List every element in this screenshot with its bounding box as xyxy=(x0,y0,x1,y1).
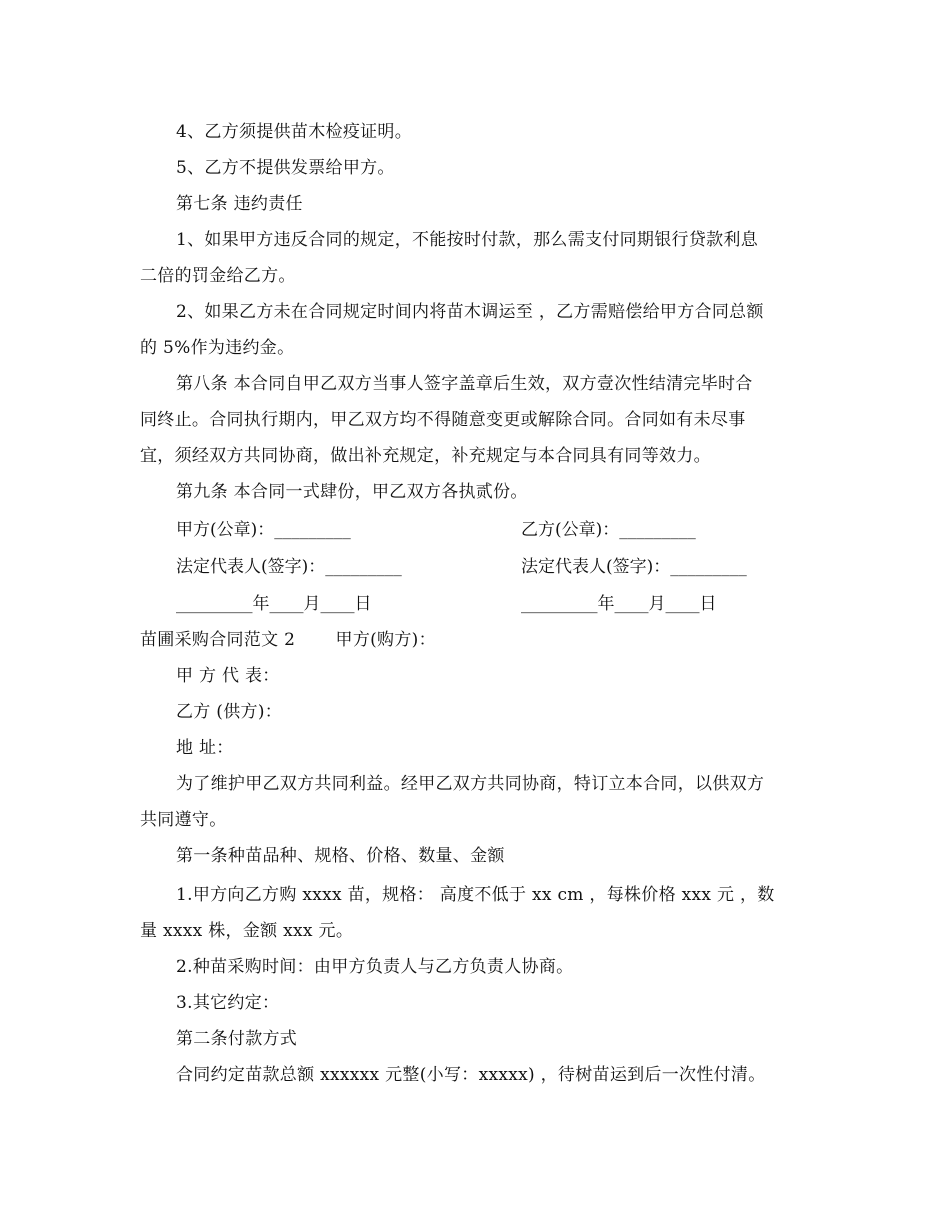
intro-line: 共同遵守。 xyxy=(140,810,227,830)
clause-line: 的 5%作为违约金。 xyxy=(140,338,295,358)
clause-line: 5、乙方不提供发票给甲方。 xyxy=(176,158,395,178)
party-a-rep-field: 法定代表人(签字)：_________ xyxy=(176,557,402,577)
clause-line: 2.种苗采购时间：由甲方负责人与乙方负责人协商。 xyxy=(176,957,574,977)
article-heading: 第七条 违约责任 xyxy=(176,194,303,214)
clause-line: 第九条 本合同一式肆份，甲乙双方各执贰份。 xyxy=(176,482,528,502)
party-b-rep-field: 法定代表人(签字)：_________ xyxy=(521,557,747,577)
clause-line: 4、乙方须提供苗木检疫证明。 xyxy=(176,122,413,142)
clause-line: 1.甲方向乙方购 xxxx 苗，规格： 高度不低于 xx cm ，每株价格 xxx 元 ，数 xyxy=(176,885,775,905)
section-heading: 苗圃采购合同范文 2 甲方(购方)： xyxy=(140,630,436,650)
clause-line: 2、如果乙方未在合同规定时间内将苗木调运至 ，乙方需赔偿给甲方合同总额 xyxy=(176,302,764,322)
party-b-date-field: _________年____月____日 xyxy=(521,594,717,614)
article-heading: 第二条付款方式 xyxy=(176,1029,298,1049)
party-a-date-field: _________年____月____日 xyxy=(176,594,372,614)
clause-line: 量 xxxx 株，金额 xxx 元。 xyxy=(140,921,354,941)
clause-line: 同终止。合同执行期内，甲乙双方均不得随意变更或解除合同。合同如有未尽事 xyxy=(140,410,746,430)
party-a-seal-field: 甲方(公章)：_________ xyxy=(176,520,351,540)
clause-line: 合同约定苗款总额 xxxxxx 元整(小写：xxxxx) ，待树苗运到后一次性付清。 xyxy=(176,1065,766,1085)
intro-line: 为了维护甲乙双方共同利益。经甲乙双方共同协商，特订立本合同，以供双方 xyxy=(176,774,765,794)
party-b-seal-field: 乙方(公章)：_________ xyxy=(521,520,696,540)
clause-line: 第八条 本合同自甲乙双方当事人签字盖章后生效，双方壹次性结清完毕时合 xyxy=(176,374,753,394)
clause-line: 二倍的罚金给乙方。 xyxy=(140,266,296,286)
party-b-label: 乙方 (供方)： xyxy=(176,702,283,722)
clause-line: 3.其它约定： xyxy=(176,993,280,1013)
address-label: 地 址： xyxy=(176,738,234,758)
party-a-rep-label: 甲 方 代 表： xyxy=(176,666,280,686)
clause-line: 宜，须经双方共同协商，做出补充规定，补充规定与本合同具有同等效力。 xyxy=(140,446,711,466)
clause-line: 1、如果甲方违反合同的规定，不能按时付款，那么需支付同期银行贷款利息 xyxy=(176,230,759,250)
article-heading: 第一条种苗品种、规格、价格、数量、金额 xyxy=(176,846,505,866)
